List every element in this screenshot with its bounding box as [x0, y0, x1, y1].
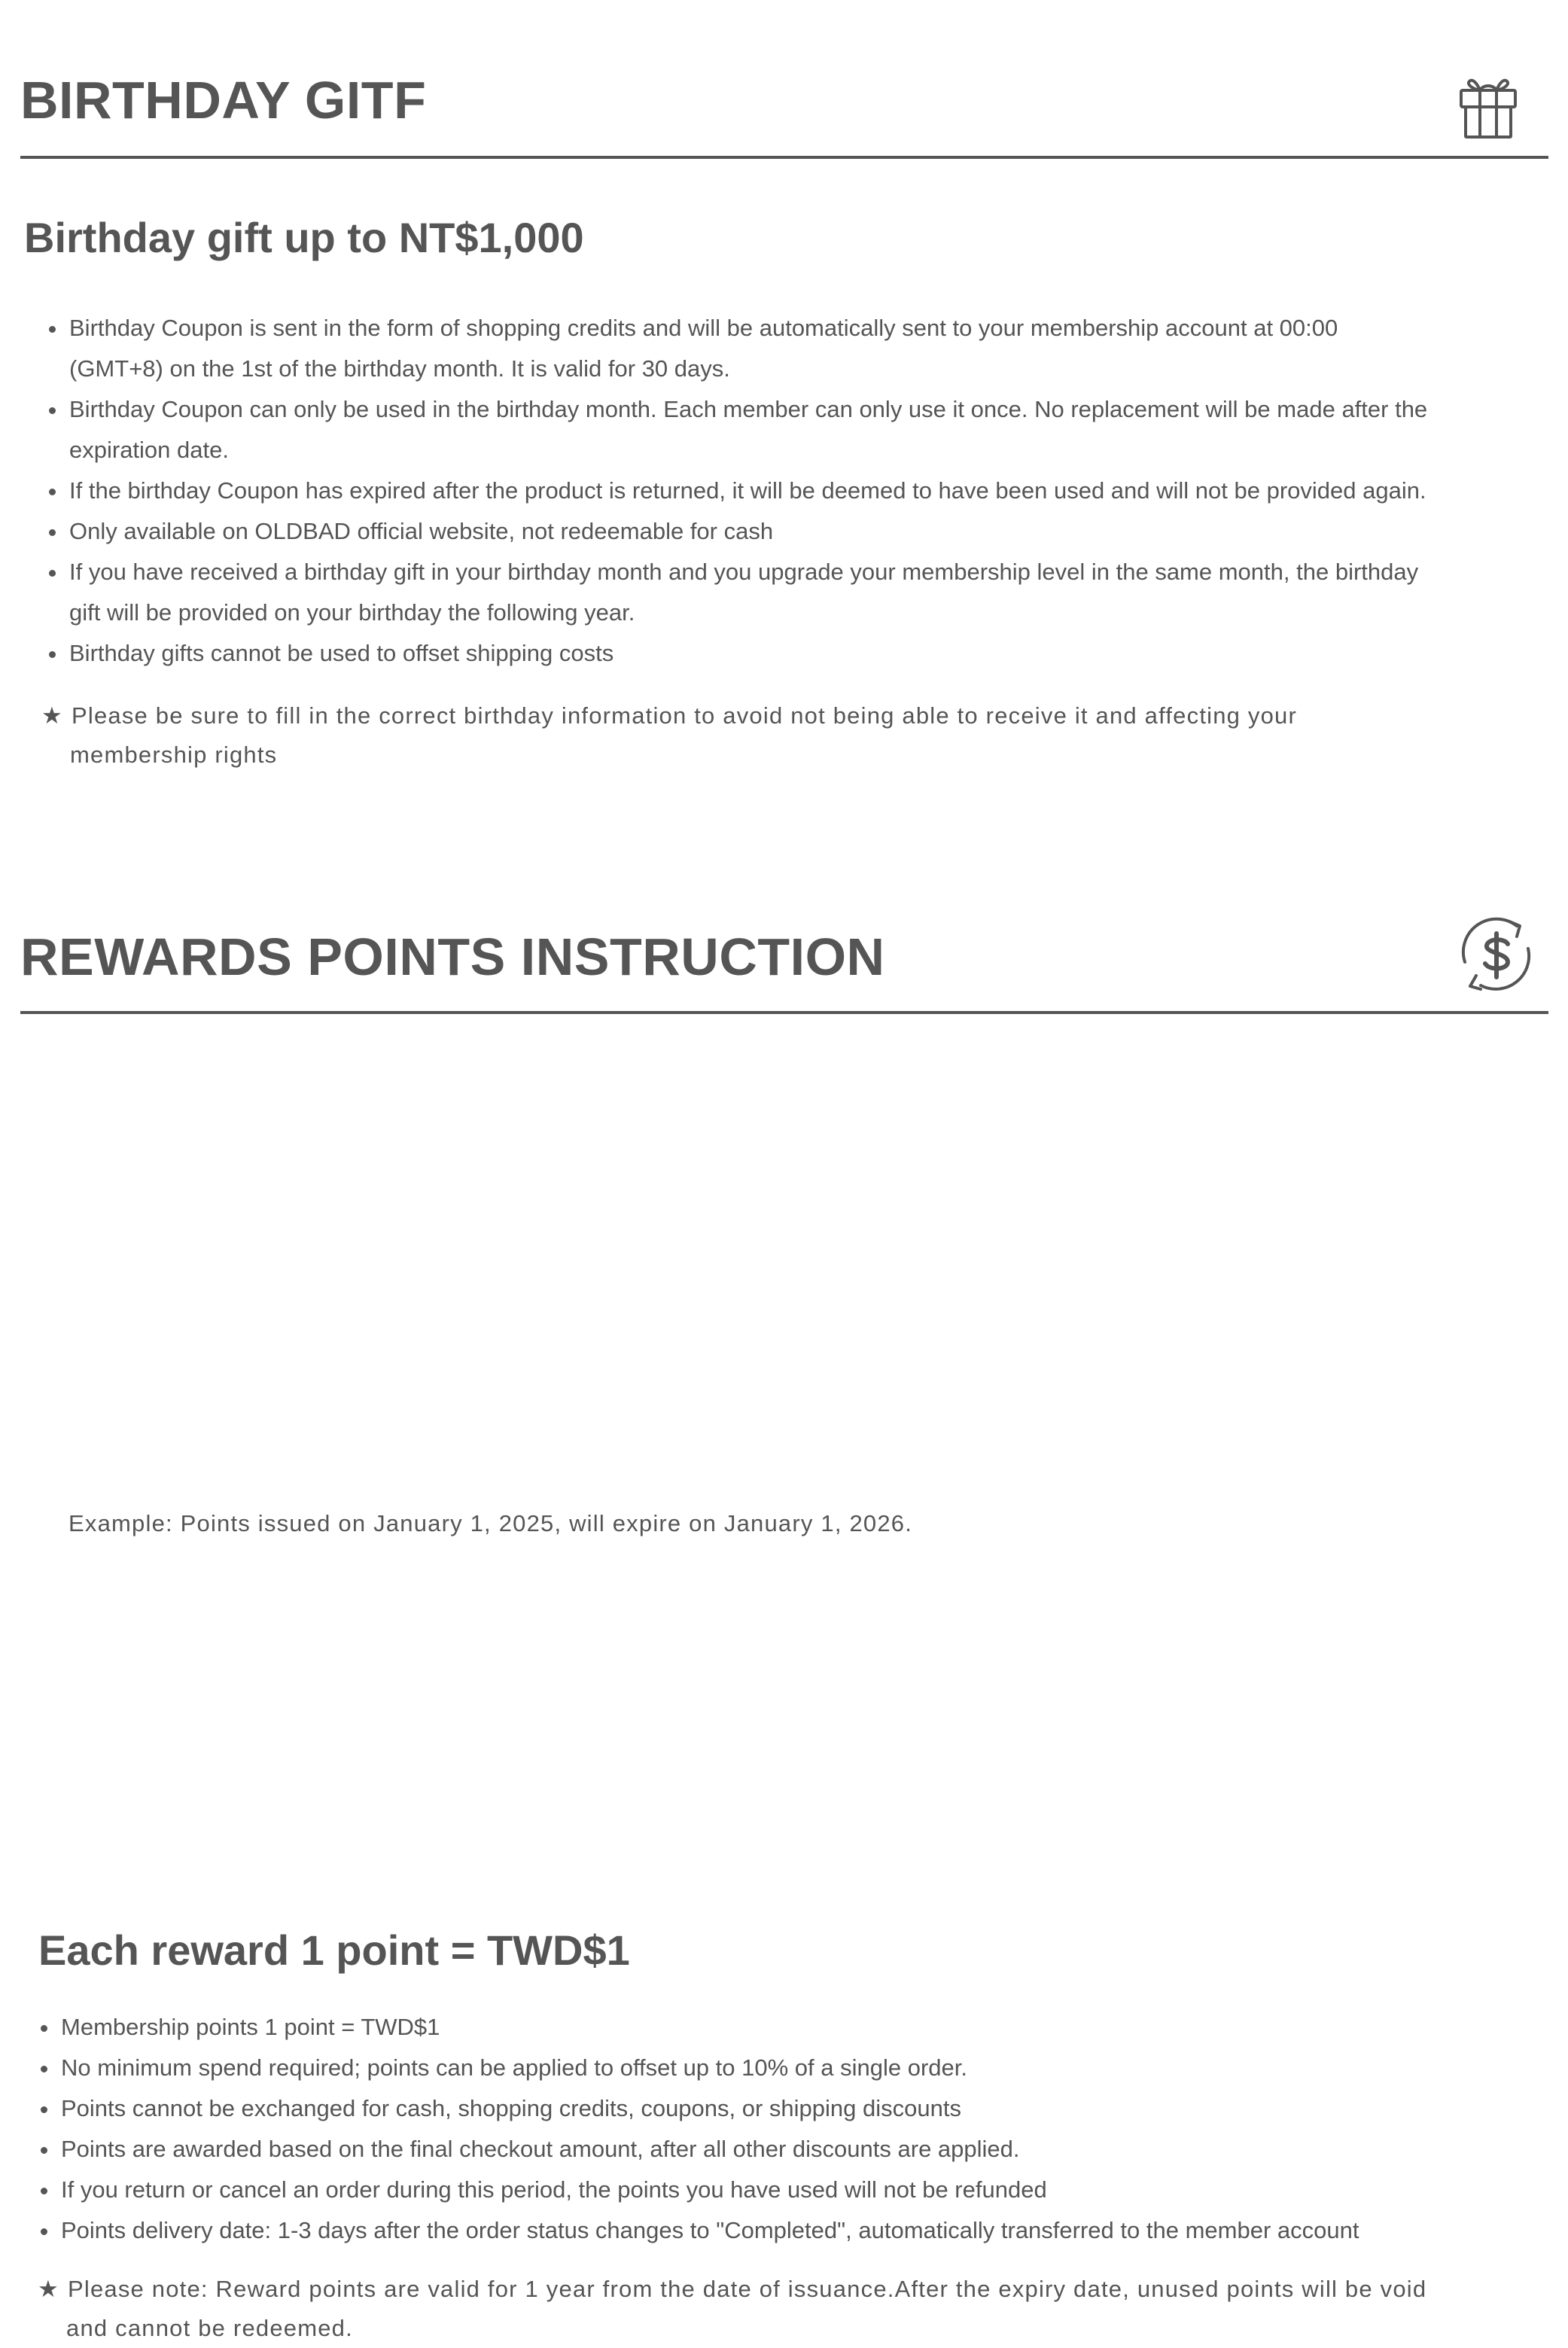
rewards-section-title: REWARDS POINTS INSTRUCTION [20, 927, 885, 986]
list-item: Membership points 1 point = TWD$1 [35, 2007, 1548, 2048]
list-item: Points are awarded based on the final checkout amount, after all other discounts are applied. [35, 2129, 1548, 2170]
rewards-example: Example: Points issued on January 1, 2025, will expire on January 1, 2026. [69, 1510, 913, 1536]
list-item: Points cannot be exchanged for cash, shopping credits, coupons, or shipping discounts [35, 2088, 1548, 2129]
rewards-note-line1: Please note: Reward points are valid for 1 year from the date of issuance.After the expiry date, unused points will be void [68, 2276, 1427, 2302]
list-item: If the birthday Coupon has expired after the product is returned, it will be deemed to have been used and will not be provided again. [44, 471, 1545, 511]
rewards-divider [20, 1011, 1548, 1014]
birthday-note [41, 696, 1472, 775]
rewards-note [38, 2270, 1543, 2348]
birthday-section-title: BIRTHDAY GITF [20, 71, 427, 129]
rewards-header [20, 856, 1548, 1014]
birthday-note-line1: Please be sure to fill in the correct birthday information to avoid not being able to receive it and affecting your [72, 702, 1298, 729]
star-icon: ★ [41, 702, 63, 729]
birthday-rules-list [44, 308, 1545, 674]
rewards-subtitle: Each reward 1 point = TWD$1 [38, 1926, 630, 1974]
dollar-refresh-icon [1455, 914, 1538, 997]
gift-icon [1447, 60, 1530, 143]
list-item: If you return or cancel an order during this period, the points you have used will not be refunded [35, 2170, 1548, 2210]
star-icon: ★ [38, 2276, 59, 2302]
list-item: If you have received a birthday gift in your birthday month and you upgrade your membership level in the same month, the birthday gift will be provided on your birthday the following year. [44, 552, 1545, 633]
list-item: Birthday Coupon can only be used in the birthday month. Each member can only use it once. No replacement will be made after the expiration date. [44, 389, 1545, 471]
list-item: Birthday gifts cannot be used to offset shipping costs [44, 633, 1545, 674]
rewards-rules-list [35, 2007, 1548, 2251]
rewards-note-line2: and cannot be redeemed. [66, 2315, 353, 2341]
list-item: Birthday Coupon is sent in the form of shopping credits and will be automatically sent to your membership account at 00:00 (GMT+8) on the 1st of the birthday month. It is valid for 30 days. [44, 308, 1545, 389]
list-item: No minimum spend required; points can be applied to offset up to 10% of a single order. [35, 2048, 1548, 2088]
birthday-header [20, 0, 1548, 158]
birthday-subtitle: Birthday gift up to NT$1,000 [24, 214, 584, 261]
list-item: Only available on OLDBAD official website, not redeemable for cash [44, 511, 1545, 552]
list-item: Points delivery date: 1-3 days after the order status changes to "Completed", automatically transferred to the member account [35, 2210, 1548, 2251]
birthday-divider [20, 156, 1548, 159]
birthday-note-line2: membership rights [70, 742, 278, 768]
